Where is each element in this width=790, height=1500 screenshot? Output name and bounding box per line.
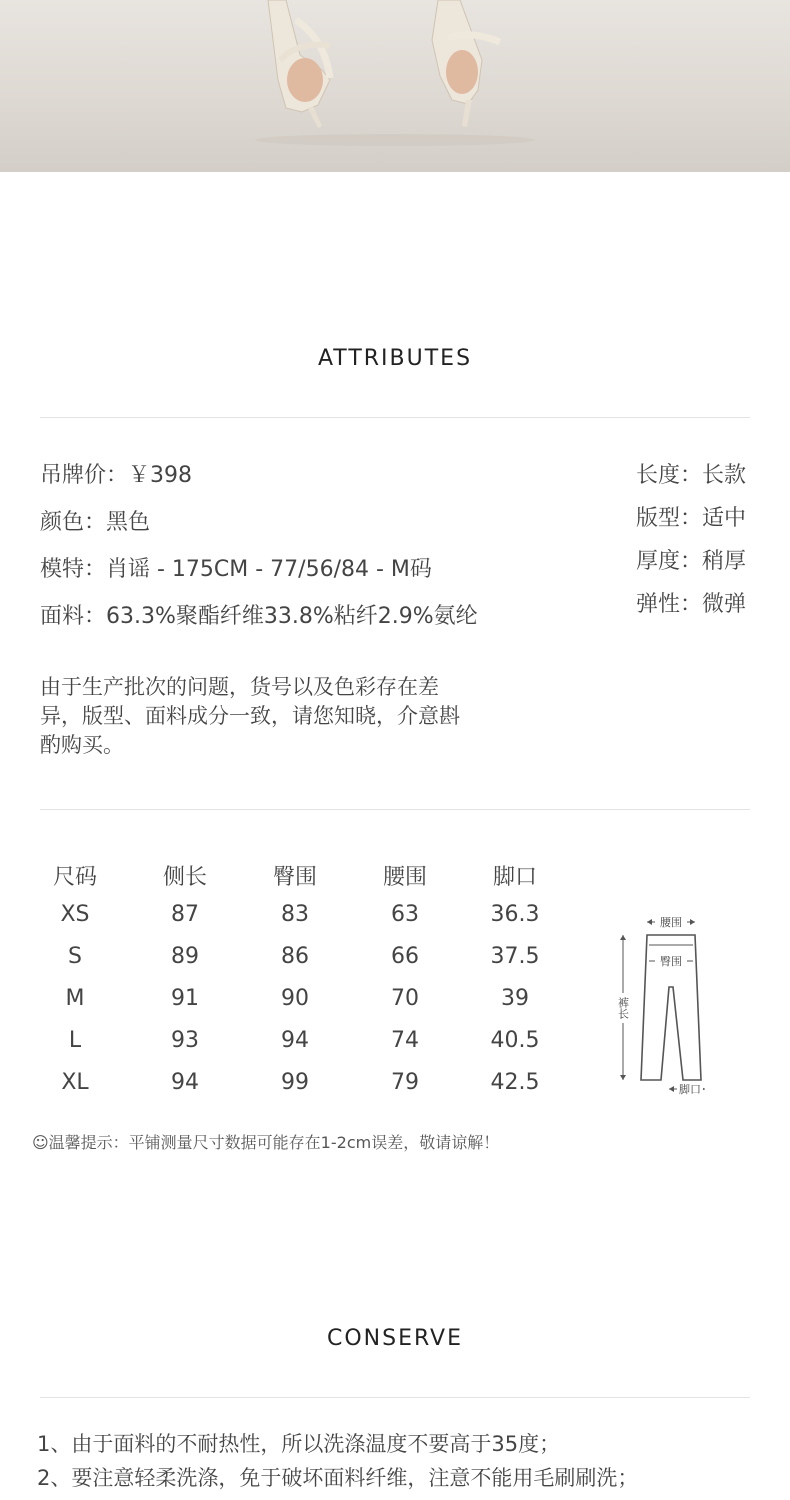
value-cell: 94 [171,1070,199,1095]
care-instruction: 2、要注意轻柔洗涤，免于破坏面料纤维，注意不能用毛刷刷洗； [37,1466,639,1490]
shoes-image [0,0,790,172]
product-photo [0,0,790,172]
size-cell: S [68,944,82,969]
fit-attribute: 版型：适中 [635,506,746,531]
care-instruction: 1、由于面料的不耐热性，所以洗涤温度不要高于35度； [37,1432,561,1456]
value-cell: 37.5 [490,944,540,969]
value-cell: 94 [281,1028,309,1053]
pants-outline-icon [605,905,735,1105]
value-cell: 42.5 [490,1070,540,1095]
value-cell: 87 [171,902,199,927]
batch-notice: 由于生产批次的问题，货号以及色彩存在差异，版型、面料成分一致，请您知晓，介意斟酌购买。 [40,675,460,757]
tag-price: 吊牌价：￥398 [40,463,192,488]
attributes-title: ATTRIBUTES [317,346,473,371]
value-cell: 89 [171,944,199,969]
model-attribute: 模特：肖谣 - 175CM - 77/56/84 - M码 [40,557,432,582]
value-cell: 36.3 [490,902,540,927]
value-cell: 91 [171,986,199,1011]
header-hem: 脚口 [492,865,537,890]
color-attribute: 颜色：黑色 [40,510,151,535]
value-cell: 99 [281,1070,309,1095]
value-cell: 79 [391,1070,419,1095]
header-hip: 臀围 [272,865,317,890]
header-side-length: 侧长 [162,865,207,890]
length-attribute: 长度：长款 [635,463,746,488]
value-cell: 63 [391,902,419,927]
hip-label: 臀围 [660,955,682,968]
waist-label: 腰围 [660,916,682,929]
value-cell: 83 [281,902,309,927]
divider [40,1397,750,1398]
value-cell: 70 [391,986,419,1011]
divider [40,417,750,418]
value-cell: 40.5 [490,1028,540,1053]
size-cell: XS [60,902,90,927]
fabric-attribute: 面料：63.3%聚酯纤维33.8%粘纤2.9%氨纶 [40,604,478,629]
size-cell: XL [61,1070,89,1095]
measurement-tip: ☺温馨提示：平铺测量尺寸数据可能存在1-2cm误差，敬请谅解！ [32,1133,500,1152]
length-label: 裤长 [616,997,630,1019]
thickness-attribute: 厚度：稍厚 [635,549,746,574]
hem-label: 脚口 [679,1083,701,1096]
value-cell: 66 [391,944,419,969]
value-cell: 39 [501,986,529,1011]
elasticity-attribute: 弹性：微弹 [635,592,746,617]
size-cell: L [68,1028,82,1053]
value-cell: 86 [281,944,309,969]
header-waist: 腰围 [382,865,427,890]
header-size: 尺码 [52,865,97,890]
size-cell: M [65,986,85,1011]
value-cell: 74 [391,1028,419,1053]
divider [40,809,750,810]
pants-diagram [605,905,735,1109]
value-cell: 90 [281,986,309,1011]
conserve-title: CONSERVE [326,1326,464,1351]
value-cell: 93 [171,1028,199,1053]
